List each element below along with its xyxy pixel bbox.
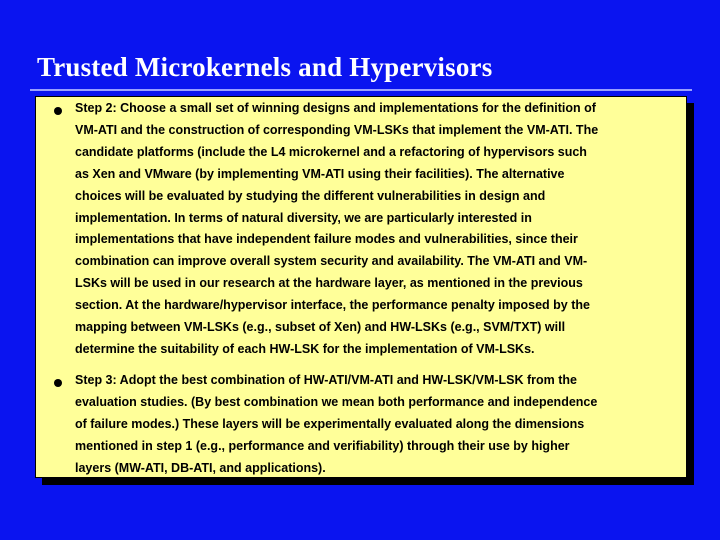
bullet-dot-icon — [54, 107, 62, 115]
text-line: evaluation studies. (By best combination we mean both performance and independence — [75, 394, 598, 409]
text-line: Step 3: Adopt the best combination of HW-ATI/VM-ATI and HW-LSK/VM-LSK from the — [75, 373, 578, 387]
text-line: combination can improve overall system security and availability. The VM-ATI and VM- — [75, 254, 588, 269]
bullet-item-step-3 — [36, 370, 686, 480]
text-line: of failure modes.) These layers will be experimentally evaluated along the dimensions — [75, 416, 585, 431]
text-line: mentioned in step 1 (e.g., performance and verifiability) through their use by higher — [75, 438, 570, 453]
text-line: candidate platforms (include the L4 microkernel and a refactoring of hypervisors such — [75, 144, 587, 159]
text-line: determine the suitability of each HW-LSK for the implementation of VM-LSKs. — [75, 341, 535, 356]
text-line: as Xen and VMware (by implementing VM-ATI using their facilities). The alternative — [75, 166, 565, 181]
text-line: Step 2: Choose a small set of winning designs and implementations for the definition of — [75, 101, 596, 115]
text-line: layers (MW-ATI, DB-ATI, and applications). — [75, 460, 326, 475]
bullet-text — [36, 98, 686, 361]
title-divider — [30, 89, 692, 91]
text-line: section. At the hardware/hypervisor interface, the performance penalty imposed by the — [75, 298, 590, 313]
text-line: VM-ATI and the construction of corresponding VM-LSKs that implement the VM-ATI. The — [75, 122, 599, 137]
text-line: mapping between VM-LSKs (e.g., subset of Xen) and HW-LSKs (e.g., SVM/TXT) will — [75, 320, 566, 335]
text-line: implementation. In terms of natural diversity, we are particularly interested in — [75, 210, 532, 225]
text-line: implementations that have independent failure modes and vulnerabilities, since their — [75, 232, 578, 247]
slide-title: Trusted Microkernels and Hypervisors — [37, 52, 493, 82]
text-line: choices will be evaluated by studying the different vulnerabilities in design and — [75, 188, 546, 203]
bullet-text — [36, 370, 686, 480]
bullet-dot-icon — [54, 379, 62, 387]
text-line: LSKs will be used in our research at the hardware layer, as mentioned in the previous — [75, 276, 583, 291]
bullet-item-step-2 — [36, 98, 686, 361]
content-box — [35, 96, 687, 478]
